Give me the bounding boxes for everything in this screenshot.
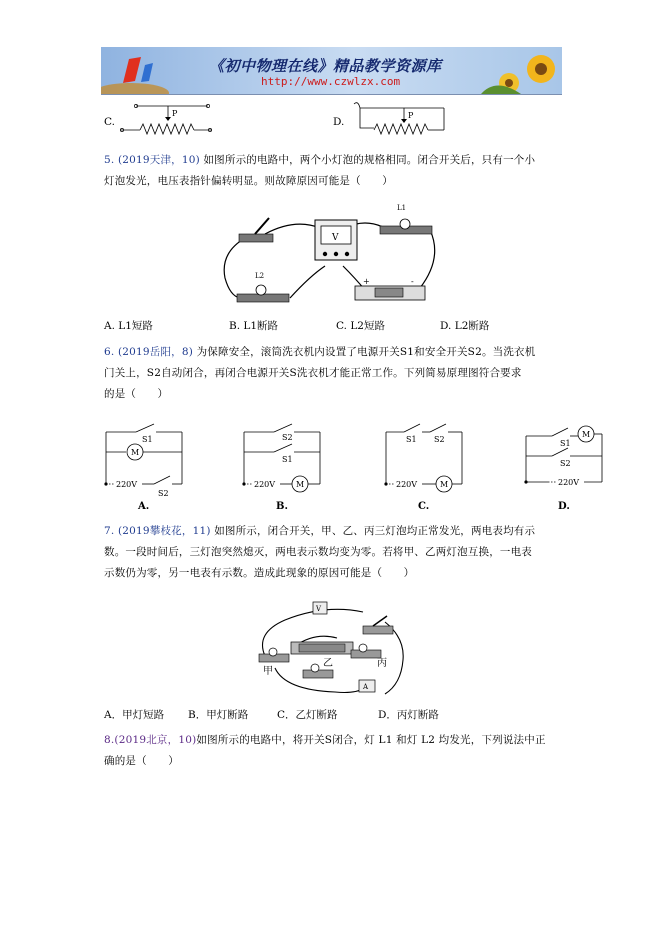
svg-text:S1: S1 <box>560 439 571 448</box>
svg-text:M: M <box>131 448 140 457</box>
q8-text <box>104 730 574 772</box>
header-banner <box>101 47 562 95</box>
svg-text:M: M <box>582 430 591 439</box>
q5-option-d[interactable]: D. L2断路 <box>440 320 490 332</box>
q6-circuit-c <box>382 420 470 512</box>
q7-option-b[interactable]: B．甲灯断路 <box>188 709 249 721</box>
svg-text:S2: S2 <box>158 489 169 498</box>
q6-line1: 6. (2019岳阳，8) 为保障安全，滚筒洗衣机内设置了电源开关S1和安全开关S2。当洗衣机 <box>104 346 536 358</box>
svg-text:-: - <box>411 277 414 286</box>
q7-line1: 7. (2019攀枝花，11) 如图所示，闭合开关，甲、乙、丙三灯泡均正常发光，两电表均有示 <box>104 525 536 537</box>
q5-option-a[interactable]: A. L1短路 <box>104 320 153 332</box>
svg-text:S1: S1 <box>142 435 153 444</box>
svg-text:S1: S1 <box>282 455 293 464</box>
q7-head: 7. (2019攀枝花，11) <box>104 525 211 537</box>
q4-option-d-label: D. <box>333 116 345 128</box>
q7-label-yi: 乙 <box>323 658 333 669</box>
q7-label-jia: 甲 <box>263 666 273 677</box>
q6-label-b: B. <box>276 501 288 512</box>
q6-circuit-a <box>102 420 190 512</box>
svg-text:+: + <box>363 277 370 286</box>
q7-option-a[interactable]: A．甲灯短路 <box>104 709 165 721</box>
q7-meter-a: A <box>363 683 369 691</box>
q5-text <box>104 150 574 192</box>
banner-title: 《初中物理在线》精品教学资源库 <box>209 57 442 75</box>
q6-head: 6. (2019岳阳，8) <box>104 346 194 358</box>
q7-line2: 数。一段时间后，三灯泡突然熄灭，两电表示数均变为零。若将甲、乙两灯泡互换，一电表 <box>104 546 532 558</box>
q8-line1: 8.(2019北京，10)如图所示的电路中，将开关S闭合，灯 L1 和灯 L2 均发光，下列说法中正 <box>104 734 546 746</box>
q6-line3: 的是（ ） <box>104 388 169 400</box>
q5-circuit-diagram <box>215 198 440 310</box>
q8-line2: 确的是（ ） <box>104 755 179 767</box>
q6-label-d: D. <box>558 501 570 512</box>
q6-text <box>104 342 574 405</box>
q4-option-c-diagram <box>116 100 216 140</box>
q6-line2: 门关上，S2自动闭合，再闭合电源开关S洗衣机才能正常工作。下列简易原理图符合要求 <box>104 367 522 379</box>
q7-label-bing: 丙 <box>377 658 387 669</box>
svg-text:S2: S2 <box>282 433 293 442</box>
q7-option-d[interactable]: D．丙灯断路 <box>378 709 439 721</box>
q6-label-a: A. <box>138 501 150 512</box>
q5-head: 5. (2019天津，10) <box>104 154 200 166</box>
q7-option-c[interactable]: C．乙灯断路 <box>277 709 338 721</box>
svg-text:S2: S2 <box>434 435 445 444</box>
q7-line3: 示数仍为零，另一电表有示数。造成此现象的原因可能是（ ） <box>104 567 415 579</box>
svg-text:220V: 220V <box>116 480 138 489</box>
q4-d-p-label: P <box>408 111 414 120</box>
svg-text:S2: S2 <box>560 459 571 468</box>
q8-head: 8.(2019北京，10) <box>104 734 197 746</box>
svg-text:220V: 220V <box>396 480 418 489</box>
q5-meter-label: V <box>332 233 339 243</box>
q4-option-d-diagram <box>348 98 458 142</box>
svg-text:S1: S1 <box>406 435 417 444</box>
svg-text:220V: 220V <box>254 480 276 489</box>
q7-circuit-diagram <box>255 598 415 700</box>
q6-circuit-d <box>522 420 610 512</box>
banner-url[interactable]: http://www.czwlzx.com <box>261 75 401 88</box>
q6-circuit-b <box>240 420 328 512</box>
q7-text <box>104 521 574 584</box>
q7-meter-v: V <box>316 605 322 613</box>
q5-option-b[interactable]: B. L1断路 <box>229 320 279 332</box>
q5-l1-label: L1 <box>397 204 407 212</box>
svg-text:M: M <box>296 480 305 489</box>
svg-text:220V: 220V <box>558 478 580 487</box>
q4-c-p-label: P <box>172 109 178 118</box>
q6-label-c: C. <box>418 501 430 512</box>
q4-option-c-label: C. <box>104 116 115 128</box>
q5-line1: 5. (2019天津，10) 如图所示的电路中，两个小灯泡的规格相同。闭合开关后，只有一个小 <box>104 154 536 166</box>
q5-option-c[interactable]: C. L2短路 <box>336 320 385 332</box>
q5-line2: 灯泡发光，电压表指针偏转明显。则故障原因可能是（ ） <box>104 175 393 187</box>
q5-l2-label: L2 <box>255 272 265 280</box>
svg-text:M: M <box>440 480 449 489</box>
